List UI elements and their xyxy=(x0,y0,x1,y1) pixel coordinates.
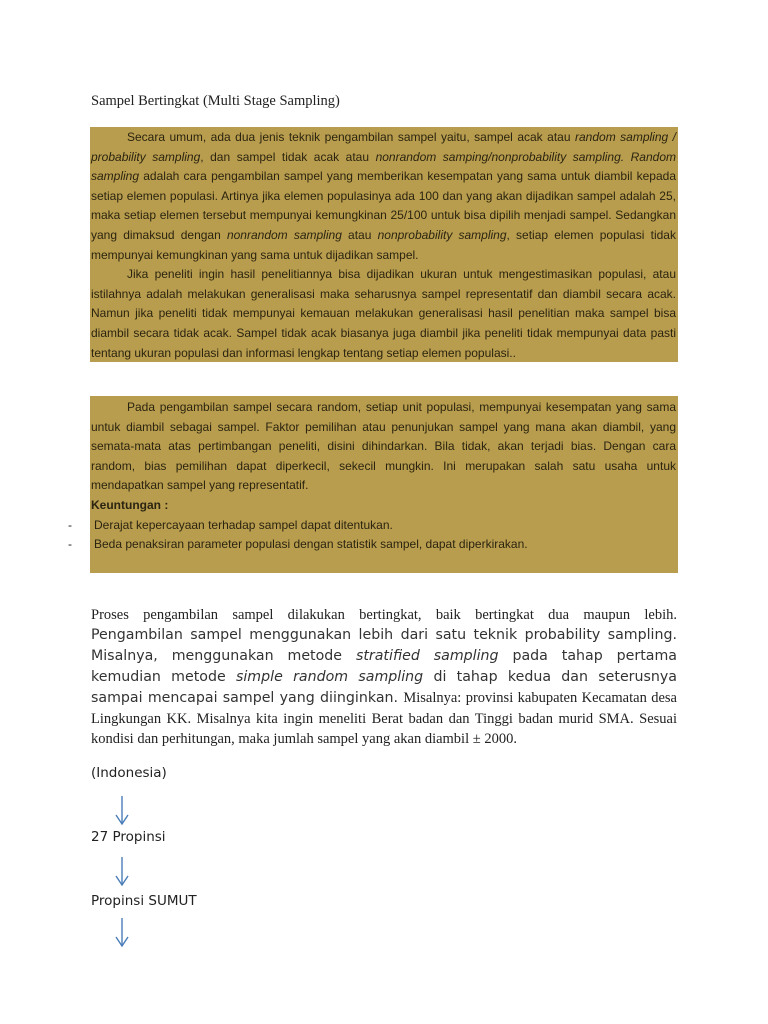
text-run: Secara umum, ada dua jenis teknik pengambilan sampel yaitu, sampel acak atau xyxy=(127,130,575,144)
list-item-text: Beda penaksiran parameter populasi dengan statistik sampel, dapat diperkirakan. xyxy=(94,537,528,552)
paragraph-sampling-types xyxy=(91,128,676,265)
italic-term: simple random sampling xyxy=(235,669,424,685)
paragraph-multistage xyxy=(91,605,677,749)
italic-term: nonrandom samping/nonprobability sampling. Random sampling xyxy=(91,149,676,184)
paragraph-line-intro: Proses pengambilan sampel dilakukan bertingkat, baik bertingkat dua maupun lebih. xyxy=(91,607,677,623)
flow-label-indonesia: (Indonesia) xyxy=(91,765,167,781)
advantages-list xyxy=(68,516,676,555)
text-run: pada tahap pertama kemudian metode xyxy=(91,648,677,685)
document-title: Sampel Bertingkat (Multi Stage Sampling) xyxy=(91,93,340,109)
paragraph-generalization: Jika peneliti ingin hasil penelitiannya bisa dijadikan ukuran untuk mengestimasikan populasi, atau istilahnya adalah melakukan generalisasi maka seharusnya sampel representatif dan diambil secara acak. Namun jika peneliti tidak mempunyai kemauan melakukan generalisasi hasil penelitian maka sampel bisa diambil secara tidak acak. Sampel tidak acak biasanya juga diambil jika peneliti tidak mempunyai data pasti tentang ukuran populasi dan informasi lengkap tentang setiap elemen populasi.. xyxy=(91,267,676,360)
text-run: di tahap kedua dan seterusnya sampai mencapai sampel yang diinginkan. xyxy=(91,669,677,706)
italic-term: stratified sampling xyxy=(355,648,499,664)
text-run: , setiap elemen populasi tidak mempunyai kemungkinan yang sama untuk dijadikan sampel. xyxy=(91,227,676,262)
text-run: Pengambilan sampel menggunakan lebih dari satu teknik probability sampling. Misalnya, menggunakan metode xyxy=(91,627,677,664)
list-dash: - xyxy=(66,516,89,536)
italic-term: nonprobability sampling xyxy=(377,227,507,242)
paragraph-example: Misalnya: provinsi kabupaten Kecamatan desa Lingkungan KK. Misalnya kita ingin meneliti Berat badan dan Tinggi badan murid SMA. Sesuai kondisi dan perhitungan, maka jumlah sampel yang akan diambil ± 2000. xyxy=(91,690,677,747)
down-arrow-icon xyxy=(114,856,130,888)
text-run: , dan sampel tidak acak atau xyxy=(200,149,376,164)
text-run: adalah cara pengambilan sampel yang memberikan kesempatan yang sama untuk diambil kepada setiap elemen populasi. Artinya jika elemen populasinya ada 100 dan yang akan dijadikan sampel adalah 25, maka setiap elemen tersebut mempunyai kemungkinan 25/100 untuk bisa dipilih menjadi sampel. Sedangkan yang dimaksud dengan xyxy=(91,169,676,242)
text-run: atau xyxy=(341,227,378,242)
list-item xyxy=(68,516,676,536)
highlighted-block-random-sampling xyxy=(68,396,678,573)
flow-label-propinsi-sumut: Propinsi SUMUT xyxy=(91,893,197,909)
down-arrow-icon xyxy=(114,917,130,949)
flow-label-27-propinsi: 27 Propinsi xyxy=(91,829,166,845)
italic-term: random sampling / probability sampling xyxy=(91,130,677,164)
down-arrow-icon xyxy=(114,795,130,827)
highlighted-block-sampling-types xyxy=(90,127,678,362)
advantages-heading: Keuntungan : xyxy=(91,497,169,512)
list-item xyxy=(68,535,676,555)
list-dash: - xyxy=(66,535,89,555)
list-item-text: Derajat kepercayaan terhadap sampel dapat ditentukan. xyxy=(94,517,393,532)
paragraph-random-sampling: Pada pengambilan sampel secara random, setiap unit populasi, mempunyai kesempatan yang sama untuk diambil sebagai sampel. Faktor pemilihan atau penunjukan sampel yang mana akan diambil, yang semata-mata atas pertimbangan peneliti, disini dihindarkan. Bila tidak, akan terjadi bias. Dengan cara random, bias pemilihan dapat diperkecil, sekecil mungkin. Ini merupakan salah satu usaha untuk mendapatkan sampel yang representatif. xyxy=(91,400,676,493)
italic-term: nonrandom sampling xyxy=(226,227,342,242)
